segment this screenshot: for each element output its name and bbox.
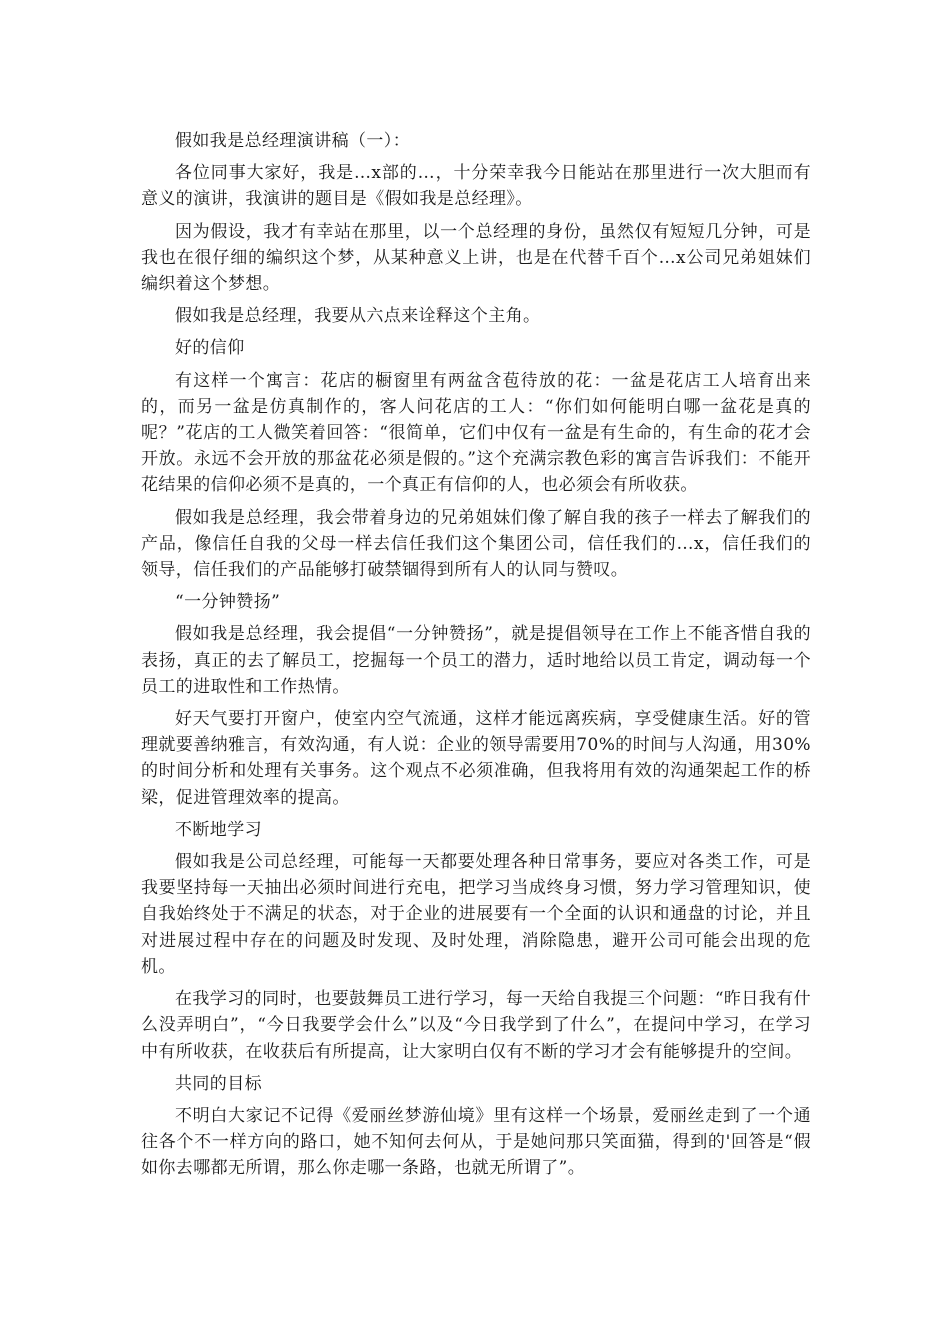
paragraph-fable: 有这样一个寓言：花店的橱窗里有两盆含苞待放的花：一盆是花店工人培育出来的，而另一盆是仿真制作的，客人问花店的工人：“你们如何能明白哪一盆花是真的呢？”花店的工人微笑着回答：“很简单，它们中仅有一盆是有生命的，有生命的花才会开放。永远不会开放的那盆花必须是假的。”这个充满宗教色彩的寓言告诉我们：不能开花结果的信仰必须不是真的，一个真正有信仰的人，也必须会有所收获。 <box>141 370 811 496</box>
section-heading-learning: 不断地学习 <box>175 819 262 840</box>
section-heading-praise: “一分钟赞扬” <box>175 592 281 613</box>
paragraph-greeting: 各位同事大家好，我是…x部的…，十分荣幸我今日能站在那里进行一次大胆而有意义的演讲，我演讲的题目是《假如我是总经理》。 <box>141 163 811 210</box>
paragraph-praise: 假如我是总经理，我会提倡“一分钟赞扬”，就是提倡领导在工作上不能吝惜自我的表扬，真正的去了解员工，挖掘每一个员工的潜力，适时地给以员工肯定，调动每一个员工的进取性和工作热情。 <box>141 624 811 697</box>
section-heading-goal: 共同的目标 <box>175 1073 262 1094</box>
section-heading-belief: 好的信仰 <box>175 338 245 359</box>
paragraph-three-questions: 在我学习的同时，也要鼓舞员工进行学习，每一天给自我提三个问题：“昨日我有什么没弄明白”，“今日我要学会什么”以及“今日我学到了什么”，在提问中学习，在学习中有所收获，在收获后有所提高，让大家明白仅有不断的学习才会有能够提升的空间。 <box>141 989 811 1062</box>
paragraph-communication: 好天气要打开窗户，使室内空气流通，这样才能远离疾病，享受健康生活。好的管理就要善纳雅言，有效沟通，有人说：企业的领导需要用70%的时间与人沟通，用30%的时间分析和处理有关事务。这个观点不必须准确，但我将用有效的沟通架起工作的桥梁，促进管理效率的提高。 <box>141 709 811 808</box>
paragraph-trust: 假如我是总经理，我会带着身边的兄弟姐妹们像了解自我的孩子一样去了解我们的产品，像信任自我的父母一样去信任我们这个集团公司，信任我们的…x，信任我们的领导，信任我们的产品能够打破禁锢得到所有人的认同与赞叹。 <box>141 507 811 581</box>
paragraph-six-points: 假如我是总经理，我要从六点来诠释这个主角。 <box>175 306 541 327</box>
paragraph-learning: 假如我是公司总经理，可能每一天都要处理各种日常事务，要应对各类工作，可是我要坚持每一天抽出必须时间进行充电，把学习当成终身习惯，努力学习管理知识，使自我始终处于不满足的状态，对于企业的进展要有一个全面的认识和通盘的讨论，并且对进展过程中存在的问题及时发现、及时处理，消除隐患，避开公司可能会出现的危机。 <box>141 852 811 977</box>
paragraph-intro: 因为假设，我才有幸站在那里，以一个总经理的身份，虽然仅有短短几分钟，可是我也在很仔细的编织这个梦，从某种意义上讲，也是在代替千百个…x公司兄弟姐妹们编织着这个梦想。 <box>141 221 811 295</box>
document-page <box>141 128 811 1188</box>
document-title: 假如我是总经理演讲稿（一）： <box>175 131 411 151</box>
paragraph-alice: 不明白大家记不记得《爱丽丝梦游仙境》里有这样一个场景，爱丽丝走到了一个通往各个不一样方向的路口，她不知何去何从，于是她问那只笑面猫，得到的'回答是“假如你去哪都无所谓，那么你走哪一条路，也就无所谓了”。 <box>141 1105 811 1179</box>
